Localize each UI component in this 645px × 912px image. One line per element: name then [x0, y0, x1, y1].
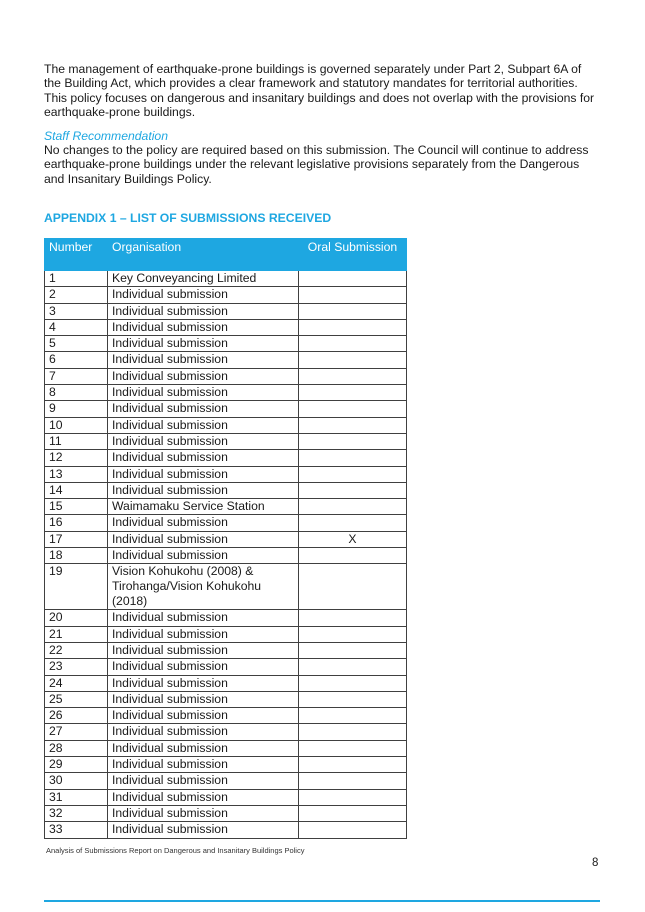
- table-row: [45, 499, 407, 515]
- table-row: [45, 789, 407, 805]
- cell-oral-submission: [299, 740, 407, 756]
- cell-number: 28: [45, 740, 108, 756]
- table-row: [45, 287, 407, 303]
- table-row: [45, 626, 407, 642]
- staff-recommendation-text: No changes to the policy are required based on this submission. The Council will continue to address earthquake-prone buildings under the relevant legislative provisions separately from the Dangerous and Insanitary Buildings Policy.: [44, 143, 589, 186]
- cell-number: 5: [45, 336, 108, 352]
- table-row: [45, 564, 407, 610]
- table-header-row: [45, 239, 407, 271]
- cell-organisation: Individual submission: [108, 303, 299, 319]
- cell-organisation: Individual submission: [108, 515, 299, 531]
- cell-number: 15: [45, 499, 108, 515]
- table-row: [45, 515, 407, 531]
- submissions-table-body: [45, 271, 407, 839]
- cell-organisation: Individual submission: [108, 368, 299, 384]
- cell-organisation: Individual submission: [108, 401, 299, 417]
- table-row: [45, 401, 407, 417]
- cell-number: 13: [45, 466, 108, 482]
- cell-organisation: Individual submission: [108, 789, 299, 805]
- table-row: [45, 548, 407, 564]
- cell-number: 23: [45, 659, 108, 675]
- cell-organisation: Key Conveyancing Limited: [108, 271, 299, 287]
- cell-oral-submission: [299, 352, 407, 368]
- cell-oral-submission: [299, 659, 407, 675]
- cell-number: 20: [45, 610, 108, 626]
- cell-organisation: Individual submission: [108, 675, 299, 691]
- cell-organisation: Individual submission: [108, 482, 299, 498]
- cell-number: 16: [45, 515, 108, 531]
- cell-oral-submission: [299, 368, 407, 384]
- table-row: [45, 336, 407, 352]
- cell-oral-submission: [299, 319, 407, 335]
- table-row: [45, 691, 407, 707]
- table-row: [45, 271, 407, 287]
- table-row: [45, 433, 407, 449]
- cell-organisation: Individual submission: [108, 287, 299, 303]
- cell-organisation: Individual submission: [108, 626, 299, 642]
- cell-number: 31: [45, 789, 108, 805]
- cell-oral-submission: [299, 466, 407, 482]
- cell-oral-submission: [299, 450, 407, 466]
- table-row: [45, 642, 407, 658]
- table-row: [45, 757, 407, 773]
- cell-organisation: Individual submission: [108, 319, 299, 335]
- cell-oral-submission: [299, 385, 407, 401]
- cell-organisation: Waimamaku Service Station: [108, 499, 299, 515]
- cell-oral-submission: [299, 626, 407, 642]
- table-row: [45, 822, 407, 838]
- cell-oral-submission: [299, 675, 407, 691]
- cell-oral-submission: [299, 401, 407, 417]
- table-row: [45, 531, 407, 547]
- table-row: [45, 368, 407, 384]
- cell-organisation: Individual submission: [108, 548, 299, 564]
- table-row: [45, 724, 407, 740]
- table-row: [45, 466, 407, 482]
- cell-number: 32: [45, 805, 108, 821]
- cell-organisation: Individual submission: [108, 822, 299, 838]
- cell-oral-submission: [299, 499, 407, 515]
- cell-number: 22: [45, 642, 108, 658]
- cell-number: 29: [45, 757, 108, 773]
- cell-oral-submission: [299, 564, 407, 610]
- cell-oral-submission: [299, 708, 407, 724]
- cell-organisation: Vision Kohukohu (2008) & Tirohanga/Vision Kohukohu (2018): [108, 564, 299, 610]
- cell-organisation: Individual submission: [108, 466, 299, 482]
- cell-organisation: Individual submission: [108, 642, 299, 658]
- table-row: [45, 659, 407, 675]
- cell-number: 30: [45, 773, 108, 789]
- cell-number: 21: [45, 626, 108, 642]
- cell-organisation: Individual submission: [108, 805, 299, 821]
- cell-oral-submission: [299, 610, 407, 626]
- cell-oral-submission: [299, 757, 407, 773]
- cell-organisation: Individual submission: [108, 757, 299, 773]
- cell-organisation: Individual submission: [108, 773, 299, 789]
- cell-organisation: Individual submission: [108, 433, 299, 449]
- cell-organisation: Individual submission: [108, 659, 299, 675]
- cell-oral-submission: [299, 773, 407, 789]
- cell-number: 14: [45, 482, 108, 498]
- column-header-organisation: Organisation: [108, 239, 299, 271]
- table-row: [45, 352, 407, 368]
- cell-oral-submission: [299, 515, 407, 531]
- table-row: [45, 385, 407, 401]
- cell-oral-submission: [299, 805, 407, 821]
- appendix-heading: APPENDIX 1 – LIST OF SUBMISSIONS RECEIVED: [44, 211, 332, 225]
- cell-number: 24: [45, 675, 108, 691]
- table-row: [45, 417, 407, 433]
- cell-oral-submission: [299, 724, 407, 740]
- table-row: [45, 675, 407, 691]
- footer-divider: [44, 900, 600, 902]
- table-row: [45, 610, 407, 626]
- cell-number: 17: [45, 531, 108, 547]
- cell-number: 25: [45, 691, 108, 707]
- cell-organisation: Individual submission: [108, 708, 299, 724]
- footer-document-title: Analysis of Submissions Report on Dangerous and Insanitary Buildings Policy: [46, 846, 305, 855]
- cell-number: 4: [45, 319, 108, 335]
- table-row: [45, 482, 407, 498]
- cell-number: 6: [45, 352, 108, 368]
- cell-number: 9: [45, 401, 108, 417]
- cell-number: 33: [45, 822, 108, 838]
- cell-organisation: Individual submission: [108, 450, 299, 466]
- cell-oral-submission: X: [299, 531, 407, 547]
- intro-paragraph: The management of earthquake-prone buildings is governed separately under Part 2, Subpart 6A of the Building Act, which provides a clear framework and statutory mandates for territorial authorities. This policy focuses on dangerous and insanitary buildings and does not overlap with the provisions for earthquake-prone buildings.: [44, 62, 595, 119]
- table-row: [45, 708, 407, 724]
- cell-number: 12: [45, 450, 108, 466]
- page-number: 8: [592, 857, 599, 869]
- cell-oral-submission: [299, 548, 407, 564]
- table-row: [45, 450, 407, 466]
- cell-organisation: Individual submission: [108, 385, 299, 401]
- table-row: [45, 319, 407, 335]
- cell-number: 26: [45, 708, 108, 724]
- cell-organisation: Individual submission: [108, 691, 299, 707]
- cell-organisation: Individual submission: [108, 417, 299, 433]
- cell-oral-submission: [299, 433, 407, 449]
- cell-organisation: Individual submission: [108, 724, 299, 740]
- cell-oral-submission: [299, 822, 407, 838]
- submissions-table: [44, 238, 407, 839]
- cell-organisation: Individual submission: [108, 531, 299, 547]
- cell-oral-submission: [299, 482, 407, 498]
- cell-oral-submission: [299, 336, 407, 352]
- cell-number: 27: [45, 724, 108, 740]
- table-row: [45, 303, 407, 319]
- cell-organisation: Individual submission: [108, 336, 299, 352]
- cell-number: 2: [45, 287, 108, 303]
- column-header-oral-submission: Oral Submission: [299, 239, 407, 271]
- cell-oral-submission: [299, 271, 407, 287]
- cell-number: 10: [45, 417, 108, 433]
- cell-number: 19: [45, 564, 108, 610]
- cell-number: 1: [45, 271, 108, 287]
- cell-number: 3: [45, 303, 108, 319]
- table-row: [45, 740, 407, 756]
- column-header-number: Number: [45, 239, 108, 271]
- staff-recommendation-heading: Staff Recommendation: [44, 129, 168, 143]
- cell-oral-submission: [299, 303, 407, 319]
- cell-oral-submission: [299, 789, 407, 805]
- cell-oral-submission: [299, 287, 407, 303]
- cell-number: 11: [45, 433, 108, 449]
- cell-oral-submission: [299, 417, 407, 433]
- cell-number: 18: [45, 548, 108, 564]
- cell-oral-submission: [299, 691, 407, 707]
- cell-number: 8: [45, 385, 108, 401]
- cell-organisation: Individual submission: [108, 740, 299, 756]
- cell-oral-submission: [299, 642, 407, 658]
- table-row: [45, 773, 407, 789]
- cell-organisation: Individual submission: [108, 352, 299, 368]
- cell-organisation: Individual submission: [108, 610, 299, 626]
- table-row: [45, 805, 407, 821]
- cell-number: 7: [45, 368, 108, 384]
